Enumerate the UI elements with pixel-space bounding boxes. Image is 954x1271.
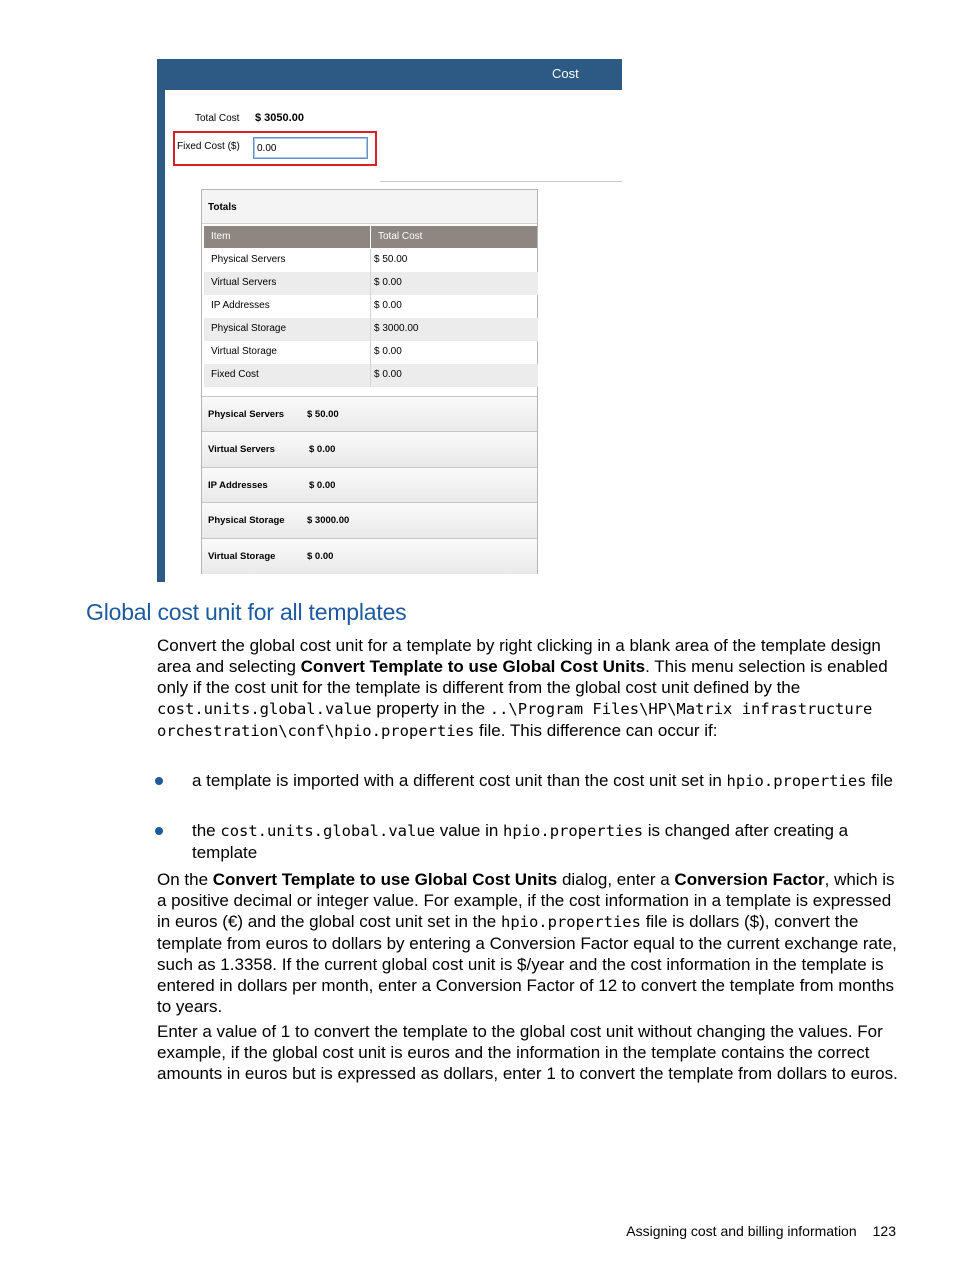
row-cost: $ 0.00 [374,346,402,357]
summary-item: Virtual Servers [208,444,275,455]
table-row[interactable] [204,295,538,318]
code-file: hpio.properties [726,772,867,790]
divider [380,181,622,182]
totals-panel [201,189,538,574]
bullet-icon [155,827,163,835]
code-file: hpio.properties [500,913,641,931]
summary-row[interactable] [202,538,537,574]
paragraph-value-one: Enter a value of 1 to convert the template to the global cost unit without changing the values. For example, if the global cost unit is euros and the information in the template contains the correct amounts in euros but is expressed as dollars, enter 1 to convert the template from dollars to euros. [157,1022,898,1083]
paragraph-intro: Convert the global cost unit for a template by right clicking in a blank area of the template design area and selecting Convert Template to use Global Cost Units. This menu selection is enabled only if the cost unit for the template is different from the global cost unit defined by the cost.units.global.value property in the ..\Program Files\HP\Matrix infrastructure orchestration\conf\hpio.properties file. This difference can occur if: [157,636,888,740]
table-row[interactable] [204,364,538,387]
row-cost: $ 0.00 [374,300,402,311]
totals-title: Totals [208,202,237,213]
fixed-cost-label: Fixed Cost ($) [177,141,240,152]
page-footer [626,1223,896,1239]
column-header-total-cost-label: Total Cost [378,231,423,242]
table-row[interactable] [204,341,538,364]
table-row[interactable] [204,249,538,272]
table-row[interactable] [204,318,538,341]
field-name: Conversion Factor [674,870,825,889]
total-cost-label: Total Cost [195,113,240,124]
summary-item: Physical Storage [208,515,285,526]
row-item: Fixed Cost [211,369,259,380]
summary-cost: $ 50.00 [307,409,339,420]
summary-cost: $ 0.00 [309,444,336,455]
summary-row[interactable] [202,467,537,503]
bullet-item: a template is imported with a different cost unit than the cost unit set in hpio.properties file [192,771,893,790]
summary-row[interactable] [202,502,537,538]
summary-cost: $ 3000.00 [307,515,350,526]
total-cost-value: $ 3050.00 [255,112,304,124]
paragraph-conversion: On the Convert Template to use Global Cost Units dialog, enter a Conversion Factor, which is a positive decimal or integer value. For example, if the cost information in a template is expressed in euros (€) and the global cost unit set in the hpio.properties file is dollars ($), convert the template from euros to dollars by entering a Conversion Factor equal to the current exchange rate, such as 1.3358. If the current global cost unit is $/year and the cost information in the template is entered in dollars per month, enter a Conversion Factor of 12 to convert the template from months to years. [157,870,897,1016]
row-item: Physical Servers [211,254,286,265]
cost-header-title: Cost [552,66,579,81]
totals-header [202,190,537,224]
left-accent-bar [157,59,165,582]
bullet-icon [155,777,163,785]
summary-item: Physical Servers [208,409,285,420]
row-cost: $ 3000.00 [374,323,419,334]
summary-cost: $ 0.00 [307,551,334,562]
column-header-total-cost[interactable] [371,226,537,248]
menu-item-name: Convert Template to use Global Cost Units [300,657,646,676]
code-property: cost.units.global.value [157,700,372,718]
row-cost: $ 50.00 [374,254,408,265]
row-item: IP Addresses [211,300,270,311]
row-item: Physical Storage [211,323,287,334]
footer-section: Assigning cost and billing information [626,1223,857,1239]
summary-item: Virtual Storage [208,551,276,562]
code-property: cost.units.global.value [220,822,435,840]
summary-cost: $ 0.00 [309,480,336,491]
dialog-name: Convert Template to use Global Cost Units [212,870,558,889]
cost-header-bar [157,59,622,90]
cost-screenshot [157,59,622,582]
row-cost: $ 0.00 [374,277,402,288]
table-row[interactable] [204,272,538,295]
fixed-cost-input[interactable] [253,137,368,159]
summary-item: IP Addresses [208,480,268,491]
row-item: Virtual Storage [211,346,277,357]
row-item: Virtual Servers [211,277,277,288]
summary-row[interactable] [202,396,537,432]
code-file: hpio.properties [503,822,644,840]
column-header-item[interactable] [204,226,370,248]
column-header-item-label: Item [211,231,231,242]
section-heading: Global cost unit for all templates [86,599,407,625]
page-number: 123 [872,1223,896,1239]
bullet-item: the cost.units.global.value value in hpio.properties is changed after creating a template [192,821,849,862]
code-path: ..\Program Files\HP\Matrix infrastructure orchestration\conf\hpio.properties [157,700,873,740]
summary-row[interactable] [202,431,537,467]
row-cost: $ 0.00 [374,369,402,380]
